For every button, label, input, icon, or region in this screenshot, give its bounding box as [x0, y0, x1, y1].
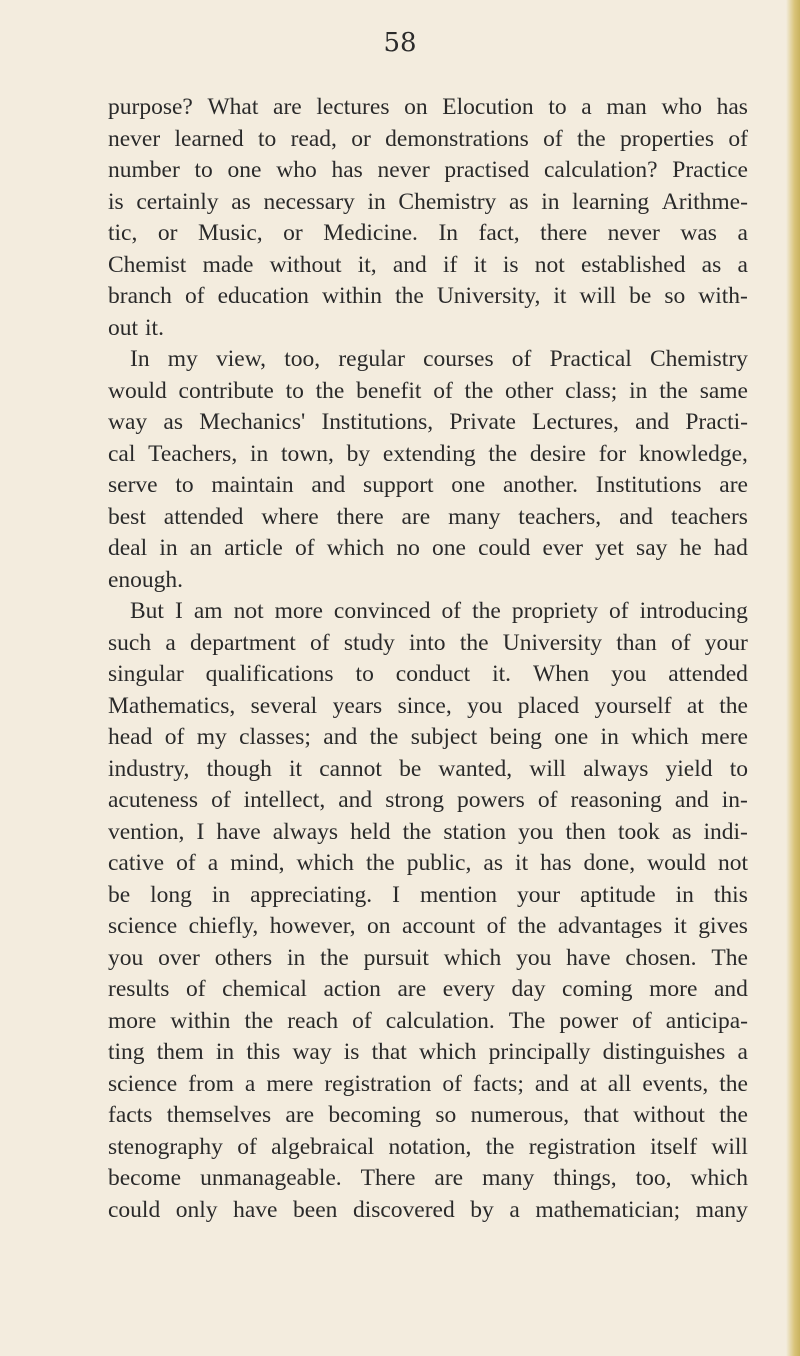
- text-line: out it.: [108, 314, 164, 341]
- text-line: singular qualifications to conduct it. When you attended: [108, 661, 748, 687]
- text-line: would contribute to the benefit of the other class; in the same: [108, 377, 748, 404]
- body-text: [108, 92, 748, 1226]
- text-line: ting them in this way is that which principally distinguishes a: [108, 1039, 748, 1065]
- text-line: Mathematics, several years since, you placed yourself at the: [108, 692, 748, 719]
- text-line: science chiefly, however, on account of the advantages it gives: [108, 913, 748, 939]
- text-line: branch of education within the University, it will be so with-: [108, 283, 748, 309]
- text-line: head of my classes; and the subject being one in which mere: [108, 724, 748, 750]
- text-line: never learned to read, or demonstrations of the properties of: [108, 125, 748, 152]
- text-line: industry, though it cannot be wanted, will always yield to: [108, 755, 748, 782]
- text-line: more within the reach of calculation. The power of anticipa-: [108, 1007, 748, 1034]
- text-line: best attended where there are many teachers, and teachers: [108, 503, 748, 530]
- text-line: you over others in the pursuit which you have chosen. The: [108, 944, 748, 971]
- text-line: Chemist made without it, and if it is not established as a: [108, 251, 748, 278]
- text-line: vention, I have always held the station you then took as indi-: [108, 818, 748, 845]
- text-line: stenography of algebraical notation, the registration itself will: [108, 1133, 748, 1160]
- text-line: cative of a mind, which the public, as it has done, would not: [108, 850, 748, 876]
- text-line: purpose? What are lectures on Elocution to a man who has: [108, 94, 748, 120]
- text-line: serve to maintain and support one another. Institutions are: [108, 472, 748, 498]
- text-line: deal in an article of which no one could ever yet say he had: [108, 535, 748, 561]
- text-line: enough.: [108, 566, 184, 593]
- page-edge: [786, 0, 800, 1356]
- text-line: be long in appreciating. I mention your aptitude in this: [108, 881, 748, 908]
- text-line: number to one who has never practised calculation? Practice: [108, 157, 748, 183]
- text-line: could only have been discovered by a mathematician; many: [108, 1196, 748, 1223]
- text-line: become unmanageable. There are many things, too, which: [108, 1165, 748, 1191]
- text-line: cal Teachers, in town, by extending the desire for knowledge,: [108, 440, 748, 467]
- text-line: tic, or Music, or Medicine. In fact, there never was a: [108, 220, 748, 246]
- text-line: acuteness of intellect, and strong powers of reasoning and in-: [108, 787, 748, 813]
- text-line: In my view, too, regular courses of Practical Chemistry: [130, 346, 748, 372]
- text-line: is certainly as necessary in Chemistry as in learning Arithme-: [108, 188, 748, 215]
- text-line: way as Mechanics' Institutions, Private Lectures, and Practi-: [108, 409, 748, 435]
- page-number: 58: [383, 28, 417, 58]
- text-line: But I am not more convinced of the propriety of introducing: [130, 598, 748, 624]
- text-line: science from a mere registration of facts; and at all events, the: [108, 1070, 748, 1097]
- text-line: such a department of study into the University than of your: [108, 629, 748, 656]
- text-line: results of chemical action are every day coming more and: [108, 976, 748, 1002]
- text-line: facts themselves are becoming so numerous, that without the: [108, 1102, 748, 1128]
